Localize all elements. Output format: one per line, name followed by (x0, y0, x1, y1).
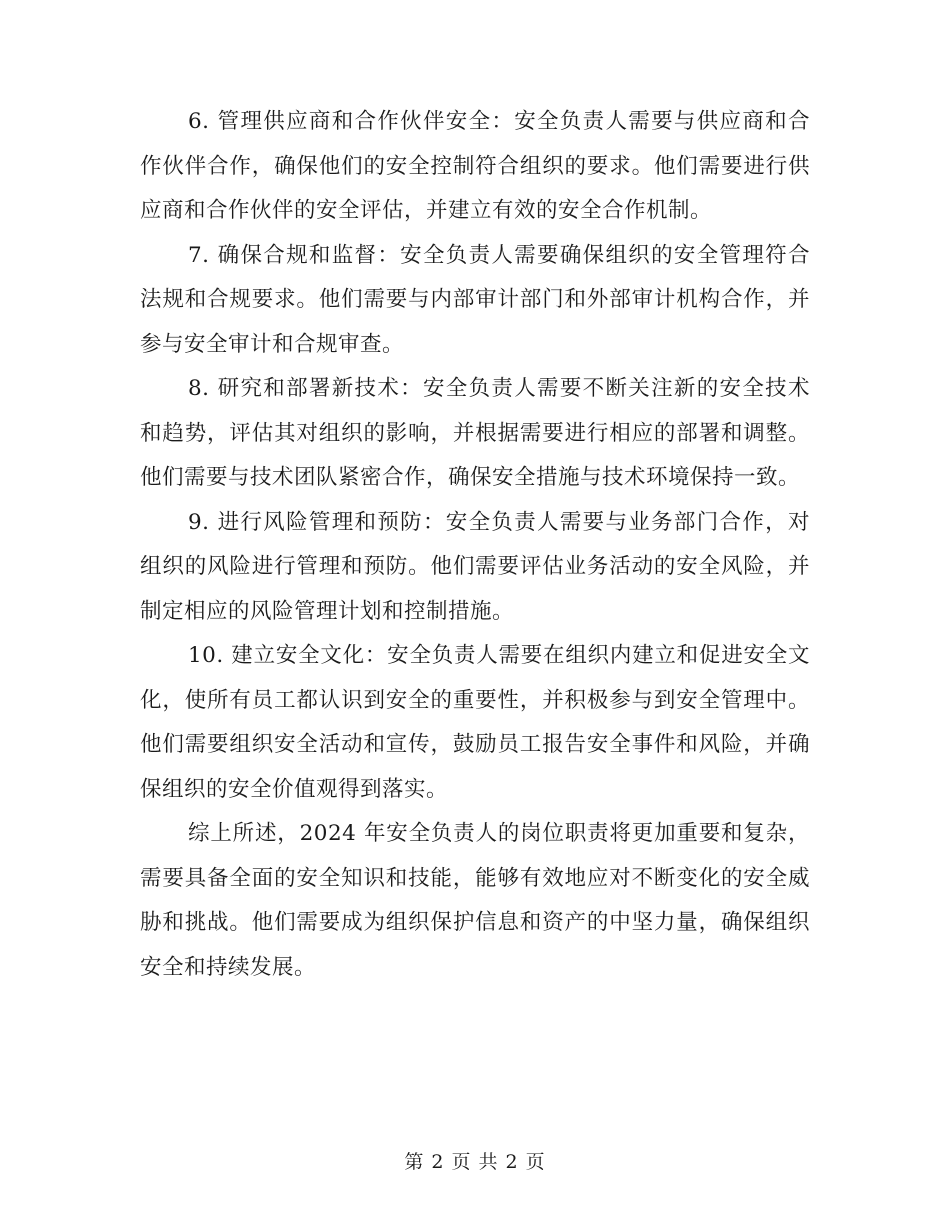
paragraph-item-6: 6. 管理供应商和合作伙伴安全：安全负责人需要与供应商和合作伙伴合作，确保他们的安全控制符合组织的要求。他们需要进行供应商和合作伙伴的安全评估，并建立有效的安全合作机制。 (140, 109, 810, 223)
paragraph-item-10: 10. 建立安全文化：安全负责人需要在组织内建立和促进安全文化，使所有员工都认识到安全的重要性，并积极参与到安全管理中。他们需要组织安全活动和宣传，鼓励员工报告安全事件和风险，并确保组织的安全价值观得到落实。 (140, 643, 810, 802)
paragraph-summary: 综上所述，2024 年安全负责人的岗位职责将更加重要和复杂，需要具备全面的安全知识和技能，能够有效地应对不断变化的安全威胁和挑战。他们需要成为组织保护信息和资产的中坚力量，确保组织安全和持续发展。 (140, 821, 810, 980)
paragraph-item-7: 7. 确保合规和监督：安全负责人需要确保组织的安全管理符合法规和合规要求。他们需要与内部审计部门和外部审计机构合作，并参与安全审计和合规审查。 (140, 242, 810, 357)
page-footer: 第 2 页 共 2 页 (404, 1151, 546, 1173)
document-body (140, 100, 810, 990)
paragraph-item-9: 9. 进行风险管理和预防：安全负责人需要与业务部门合作，对组织的风险进行管理和预防。他们需要评估业务活动的安全风险，并制定相应的风险管理计划和控制措施。 (140, 509, 810, 624)
paragraph-item-8: 8. 研究和部署新技术：安全负责人需要不断关注新的安全技术和趋势，评估其对组织的影响，并根据需要进行相应的部署和调整。他们需要与技术团队紧密合作，确保安全措施与技术环境保持一致。 (140, 376, 810, 490)
